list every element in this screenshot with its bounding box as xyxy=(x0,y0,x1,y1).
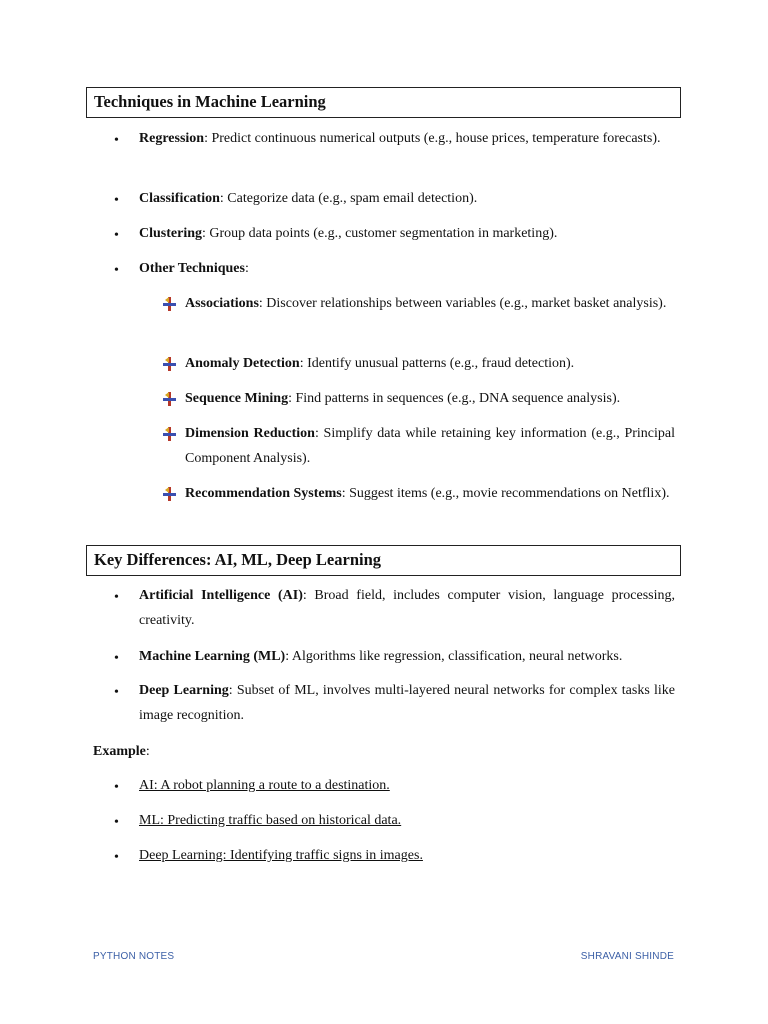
list-item-ai xyxy=(139,583,675,633)
item-term: Anomaly Detection xyxy=(185,356,300,371)
bullet-icon: • xyxy=(114,780,119,795)
bullet-icon: • xyxy=(114,133,119,148)
item-term: Deep Learning xyxy=(139,683,229,698)
item-term: Classification xyxy=(139,191,220,206)
plus-arrow-icon xyxy=(163,392,177,406)
item-text: : Broad field, includes computer vision, language processing, creativity. xyxy=(139,588,675,628)
item-term: Clustering xyxy=(139,226,202,241)
item-term: Machine Learning (ML) xyxy=(139,649,286,664)
sub-item-anomaly-detection xyxy=(185,351,675,376)
item-term: Other Techniques xyxy=(139,261,245,276)
bullet-icon: • xyxy=(114,263,119,278)
item-text: : Predict continuous numerical outputs (e.g., house prices, temperature forecasts). xyxy=(204,131,661,146)
sub-item-dimension-reduction xyxy=(185,421,675,471)
example-label-colon: : xyxy=(145,744,150,759)
sub-item-associations xyxy=(185,291,675,316)
list-item-other-techniques xyxy=(139,256,675,281)
plus-arrow-icon xyxy=(163,357,177,371)
list-item-ml xyxy=(139,644,675,669)
bullet-icon: • xyxy=(114,193,119,208)
bullet-icon: • xyxy=(114,815,119,830)
item-term: Associations xyxy=(185,296,259,311)
item-text: : xyxy=(244,261,249,276)
plus-arrow-icon xyxy=(163,297,177,311)
item-term: Artificial Intelligence (AI) xyxy=(139,588,303,603)
section-title: Key Differences: AI, ML, Deep Learning xyxy=(94,550,382,569)
list-item-clustering xyxy=(139,221,675,246)
list-item-deep-learning xyxy=(139,678,675,728)
list-item-classification xyxy=(139,186,675,211)
plus-arrow-icon xyxy=(163,487,177,501)
plus-arrow-icon xyxy=(163,427,177,441)
item-term: Dimension Reduction xyxy=(185,426,315,441)
footer-left: PYTHON NOTES xyxy=(93,951,175,962)
example-item-deep-learning: Deep Learning: Identifying traffic signs in images. xyxy=(139,848,423,863)
bullet-icon: • xyxy=(114,685,119,700)
item-text: : Subset of ML, involves multi-layered neural networks for complex tasks like image recognition. xyxy=(139,683,675,723)
item-term: Sequence Mining xyxy=(185,391,289,406)
item-term: Regression xyxy=(139,131,205,146)
item-text: : Suggest items (e.g., movie recommendations on Netflix). xyxy=(341,486,670,501)
item-text: : Identify unusual patterns (e.g., fraud detection). xyxy=(299,356,575,371)
bullet-icon: • xyxy=(114,590,119,605)
item-text: : Discover relationships between variables (e.g., market basket analysis). xyxy=(258,296,667,311)
list-item-regression xyxy=(139,126,675,151)
section-heading-techniques xyxy=(86,87,681,118)
example-label xyxy=(93,739,150,764)
item-text: : Algorithms like regression, classification, neural networks. xyxy=(285,649,623,664)
sub-item-recommendation-systems xyxy=(185,481,675,506)
sub-item-sequence-mining xyxy=(185,386,675,411)
example-label-text: Example xyxy=(93,744,146,759)
bullet-icon: • xyxy=(114,651,119,666)
item-text: : Group data points (e.g., customer segmentation in marketing). xyxy=(202,226,558,241)
bullet-icon: • xyxy=(114,850,119,865)
section-heading-key-differences xyxy=(86,545,681,576)
example-item-ai: AI: A robot planning a route to a destination. xyxy=(139,778,390,793)
item-text: : Simplify data while retaining key information (e.g., Principal Component Analysis). xyxy=(185,426,675,466)
footer-right: SHRAVANI SHINDE xyxy=(580,951,674,962)
section-title: Techniques in Machine Learning xyxy=(94,92,326,111)
item-text: : Find patterns in sequences (e.g., DNA sequence analysis). xyxy=(288,391,621,406)
item-term: Recommendation Systems xyxy=(185,486,342,501)
bullet-icon: • xyxy=(114,228,119,243)
example-item-ml: ML: Predicting traffic based on historical data. xyxy=(139,813,402,828)
item-text: : Categorize data (e.g., spam email detection). xyxy=(219,191,478,206)
